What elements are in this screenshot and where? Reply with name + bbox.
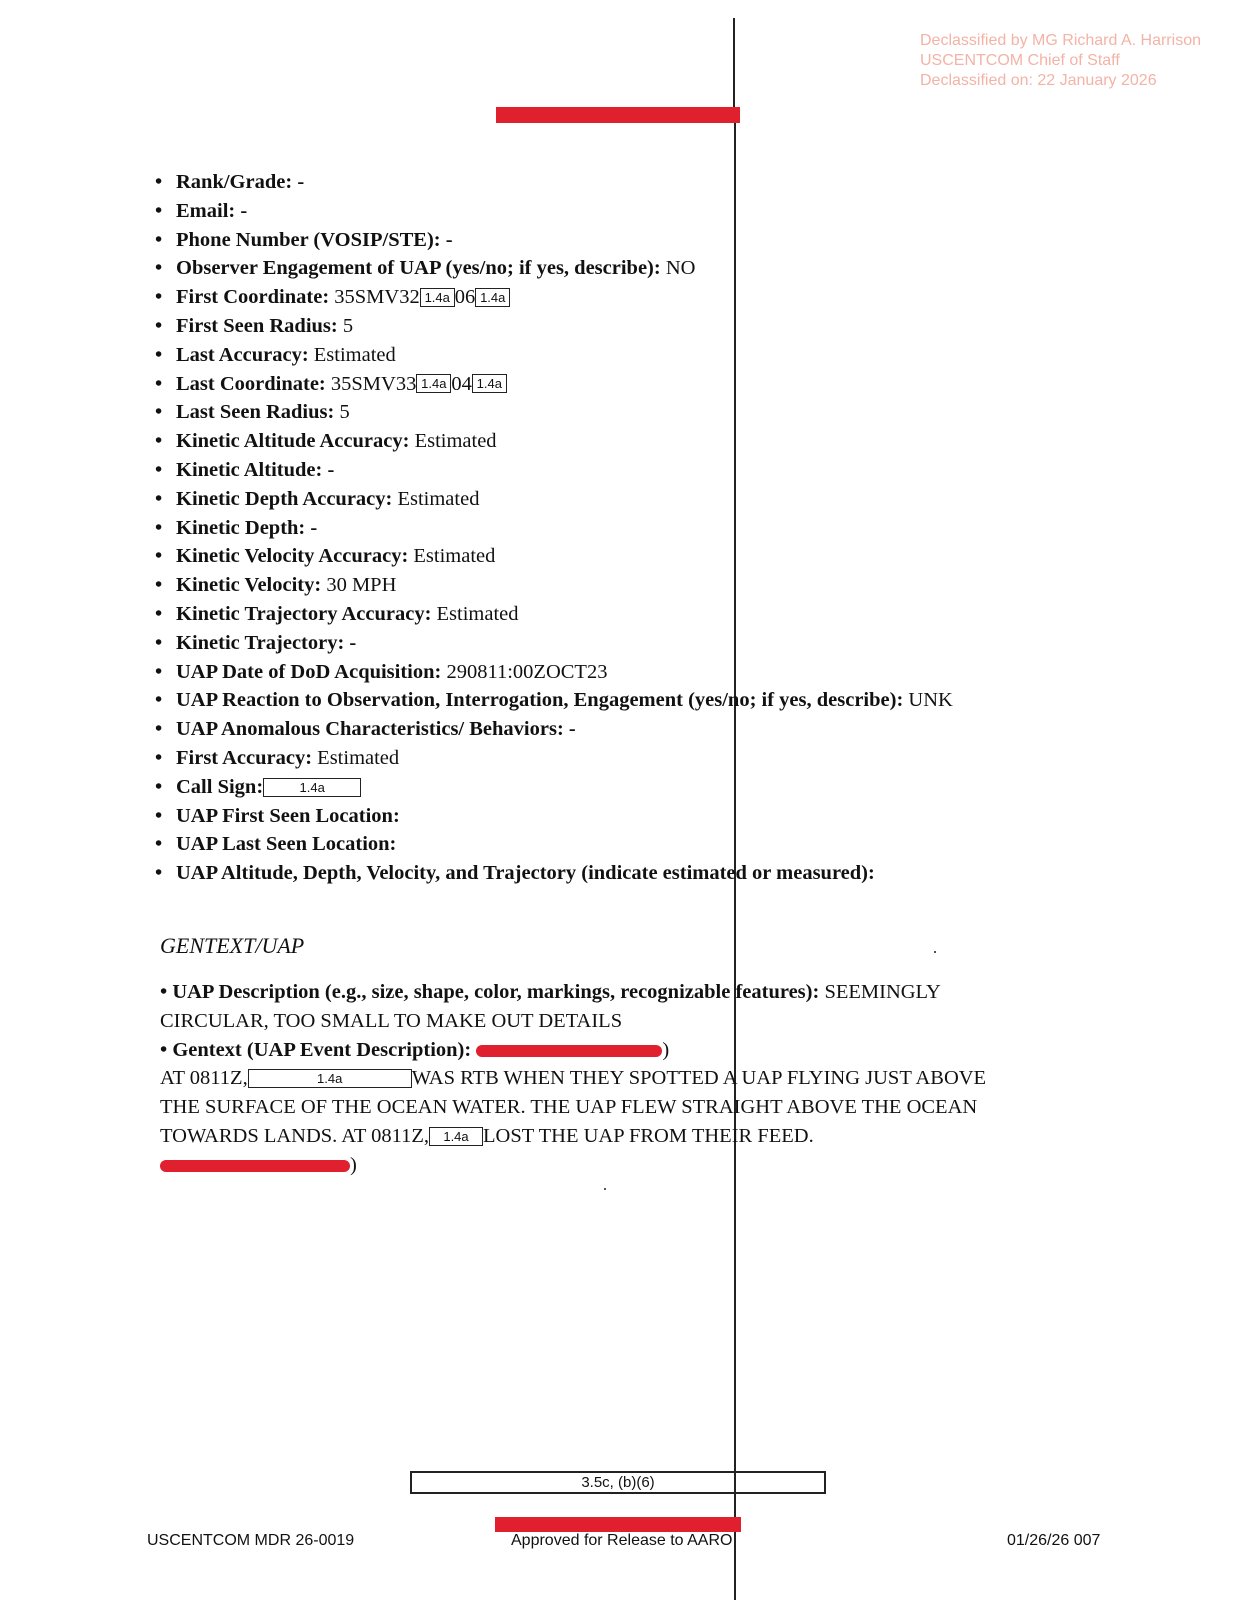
redaction-box: 1.4a <box>248 1069 412 1088</box>
section-title: GENTEXT/UAP <box>160 933 305 958</box>
scan-line-top <box>733 18 735 118</box>
field-last-seen-radius: • Last Seen Radius: 5 <box>155 401 350 424</box>
gentext-section <box>160 978 1060 1180</box>
gentext-label-line: • Gentext (UAP Event Description): ) <box>160 1038 670 1061</box>
redaction-box: 1.4a <box>475 288 510 307</box>
field-kinetic-depth-accuracy: • Kinetic Depth Accuracy: Estimated <box>155 487 480 510</box>
redaction-box: 1.4a <box>420 288 455 307</box>
field-last-coordinate: • Last Coordinate: 35SMV33 1.4a 04 1.4a <box>155 370 1055 399</box>
field-uap-reaction: • UAP Reaction to Observation, Interrogation, Engagement (yes/no; if yes, describe): UNK <box>155 689 953 712</box>
field-kinetic-trajectory: • Kinetic Trajectory: - <box>155 631 357 654</box>
uap-description-line-1: • UAP Description (e.g., size, shape, color, markings, recognizable features): SEEMINGLY <box>160 981 941 1003</box>
field-uap-anomalous: • UAP Anomalous Characteristics/ Behaviors: - <box>155 718 576 741</box>
footer-left: USCENTCOM MDR 26-0019 <box>147 1532 355 1549</box>
field-uap-last-seen-location: • UAP Last Seen Location: <box>155 833 397 856</box>
declassification-stamp <box>920 31 1201 91</box>
field-uap-date-acquisition: • UAP Date of DoD Acquisition: 290811:00ZOCT23 <box>155 660 608 683</box>
redaction-box: 1.4a <box>472 374 507 393</box>
stamp-line-2: USCENTCOM Chief of Staff <box>920 52 1120 69</box>
field-observer-engagement: • Observer Engagement of UAP (yes/no; if yes, describe): NO <box>155 257 696 280</box>
uap-description-line-2: CIRCULAR, TOO SMALL TO MAKE OUT DETAILS <box>160 1009 623 1032</box>
bottom-redaction-bar <box>495 1517 741 1532</box>
inline-redaction <box>476 1045 662 1057</box>
footer-right: 01/26/26 007 <box>1007 1532 1101 1549</box>
field-kinetic-velocity-accuracy: • Kinetic Velocity Accuracy: Estimated <box>155 545 496 568</box>
field-first-seen-radius: • First Seen Radius: 5 <box>155 314 354 337</box>
classification-box: 3.5c, (b)(6) <box>410 1471 826 1494</box>
redaction-box: 1.4a <box>416 374 451 393</box>
top-redaction-bar <box>496 107 740 123</box>
inline-redaction <box>160 1160 350 1172</box>
field-kinetic-altitude-accuracy: • Kinetic Altitude Accuracy: Estimated <box>155 430 497 453</box>
field-list <box>155 168 1055 888</box>
gentext-line-1: AT 0811Z, 1.4a WAS RTB WHEN THEY SPOTTED A UAP FLYING JUST ABOVE <box>160 1067 987 1090</box>
scan-speck <box>934 951 936 953</box>
gentext-line-2: THE SURFACE OF THE OCEAN WATER. THE UAP FLEW STRAIGHT ABOVE THE OCEAN <box>160 1096 978 1119</box>
gentext-closing-line: ) <box>160 1151 1060 1180</box>
field-kinetic-depth: • Kinetic Depth: - <box>155 516 318 539</box>
field-uap-altitude-depth: • UAP Altitude, Depth, Velocity, and Trajectory (indicate estimated or measured): <box>155 862 875 885</box>
field-uap-first-seen-location: • UAP First Seen Location: <box>155 804 400 827</box>
stamp-line-3: Declassified on: 22 January 2026 <box>920 72 1157 89</box>
redaction-box: 1.4a <box>263 778 361 797</box>
field-first-coordinate: • First Coordinate: 35SMV32 1.4a 06 1.4a <box>155 283 1055 312</box>
field-call-sign: • Call Sign: 1.4a <box>155 773 1055 802</box>
field-first-accuracy: • First Accuracy: Estimated <box>155 746 400 769</box>
field-email: • Email: - <box>155 199 248 222</box>
field-rank-grade: • Rank/Grade: - <box>155 171 305 193</box>
scan-speck <box>604 1188 606 1190</box>
stamp-line-1: Declassified by MG Richard A. Harrison <box>920 32 1201 49</box>
redaction-box: 1.4a <box>429 1127 483 1146</box>
field-phone-number: • Phone Number (VOSIP/STE): - <box>155 228 453 251</box>
footer-center: Approved for Release to AARO <box>511 1532 733 1549</box>
field-last-accuracy: • Last Accuracy: Estimated <box>155 343 396 366</box>
field-kinetic-trajectory-accuracy: • Kinetic Trajectory Accuracy: Estimated <box>155 602 519 625</box>
field-kinetic-velocity: • Kinetic Velocity: 30 MPH <box>155 574 397 597</box>
gentext-line-3: TOWARDS LANDS. AT 0811Z, 1.4a LOST THE UAP FROM THEIR FEED. <box>160 1124 814 1147</box>
field-kinetic-altitude: • Kinetic Altitude: - <box>155 458 335 481</box>
